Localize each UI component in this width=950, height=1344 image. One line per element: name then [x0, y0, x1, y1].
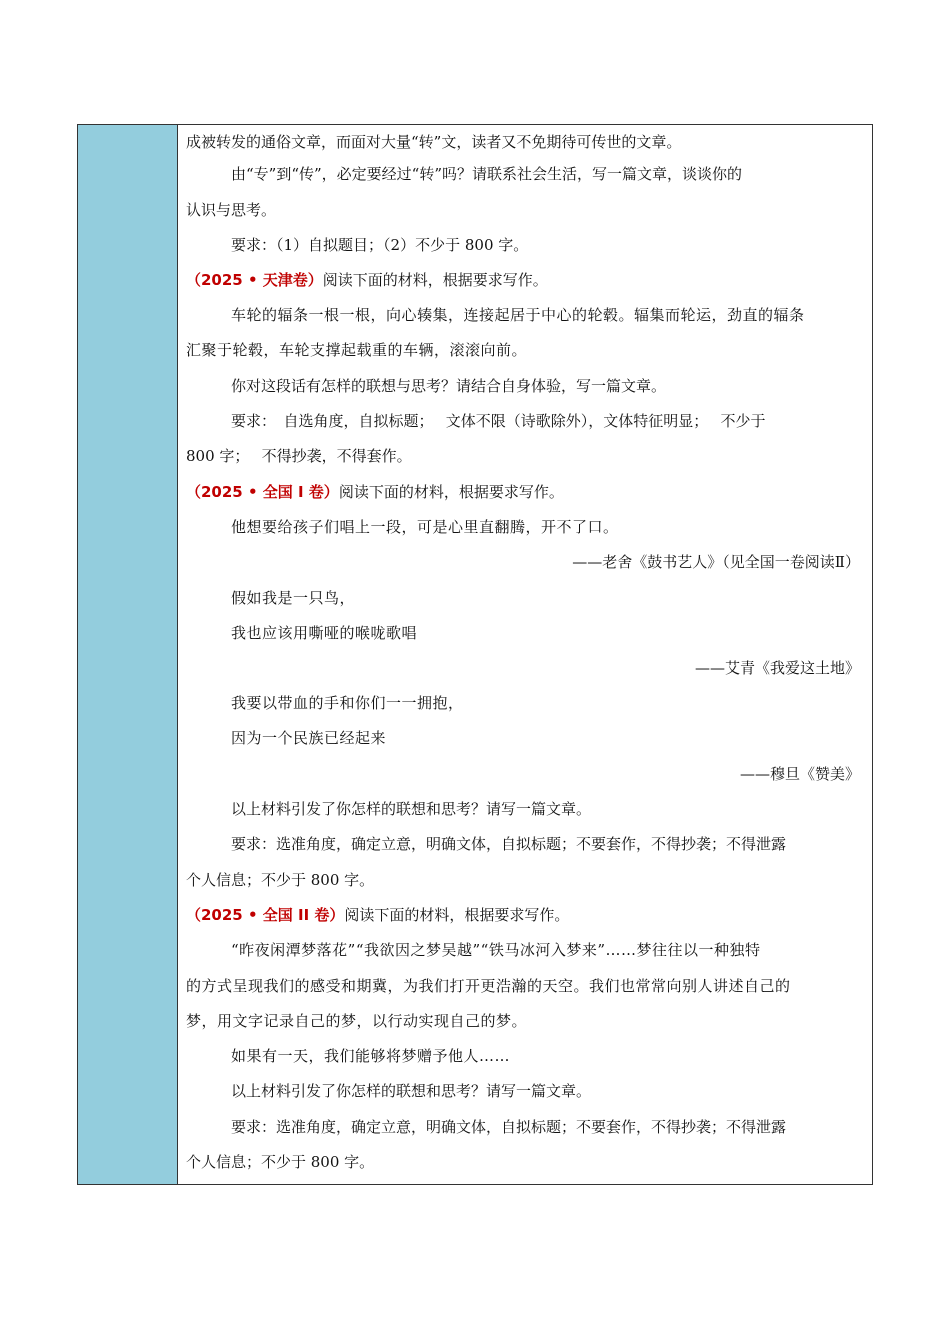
question-heading: （2025 • 全国 II 卷）阅读下面的材料，根据要求写作。: [186, 906, 570, 924]
attribution: ——老舍《鼓书艺人》（见全国一卷阅读Ⅱ）: [572, 553, 860, 571]
text-line: 要求：（1）自拟题目；（2）不少于 800 字。: [231, 236, 529, 254]
question-heading: （2025 • 全国 I 卷）阅读下面的材料，根据要求写作。: [186, 483, 564, 501]
text-line: 个人信息；不少于 800 字。: [186, 871, 375, 889]
text-line: “昨夜闲潭梦落花”“我欲因之梦吴越”“铁马冰河入梦来”……梦往往以一种独特: [231, 941, 761, 959]
table-side-column: [78, 125, 178, 1184]
question-heading: （2025 • 天津卷）阅读下面的材料，根据要求写作。: [186, 271, 548, 289]
text-line: 汇聚于轮毂，车轮支撑起载重的车辆，滚滚向前。: [186, 341, 528, 359]
text-line: 要求：选准角度，确定立意，明确文体，自拟标题；不要套作，不得抄袭；不得泄露: [231, 1118, 787, 1136]
text-line: 车轮的辐条一根一根，向心辏集，连接起居于中心的轮毂。辐集而轮运，劲直的辐条: [231, 306, 805, 324]
text-line: 你对这段话有怎样的联想与思考？请结合自身体验，写一篇文章。: [231, 377, 667, 395]
text-line: 以上材料引发了你怎样的联想和思考？请写一篇文章。: [231, 1082, 592, 1100]
attribution: ——艾青《我爱这土地》: [694, 659, 860, 677]
source-tag: （2025 • 全国 I 卷）: [186, 483, 339, 501]
poem-line: 我也应该用嘶哑的喉咙歌唱: [231, 624, 418, 642]
text-line: 800 字； 不得抄袭，不得套作。: [186, 447, 412, 465]
text-line: 个人信息；不少于 800 字。: [186, 1153, 375, 1171]
attribution: ——穆旦《赞美》: [739, 765, 860, 783]
source-tag: （2025 • 全国 II 卷）: [186, 906, 345, 924]
text-line: 的方式呈现我们的感受和期冀，为我们打开更浩瀚的天空。我们也常常向别人讲述自己的: [186, 977, 791, 995]
text-line: 以上材料引发了你怎样的联想和思考？请写一篇文章。: [231, 800, 592, 818]
text-line: 成被转发的通俗文章，而面对大量“转”文，读者又不免期待可传世的文章。: [186, 133, 682, 151]
source-tag: （2025 • 天津卷）: [186, 271, 323, 289]
text-line: 认识与思考。: [186, 201, 277, 219]
text-line: 要求： 自选角度，自拟标题； 文体不限（诗歌除外），文体特征明显； 不少于: [231, 412, 766, 430]
text-line: 要求：选准角度，确定立意，明确文体，自拟标题；不要套作，不得抄袭；不得泄露: [231, 835, 787, 853]
poem-line: 我要以带血的手和你们一一拥抱，: [231, 694, 464, 712]
poem-line: 因为一个民族已经起来: [231, 729, 387, 747]
poem-line: 假如我是一只鸟，: [231, 589, 356, 607]
table-content-cell: [178, 125, 872, 1184]
text-line: 由“专”到“传”，必定要经过“转”吗？请联系社会生活，写一篇文章，谈谈你的: [231, 165, 743, 183]
text-line: 如果有一天，我们能够将梦赠予他人……: [231, 1047, 511, 1065]
text-line: 他想要给孩子们唱上一段，可是心里直翻腾，开不了口。: [231, 518, 619, 536]
text-line: 梦，用文字记录自己的梦，以行动实现自己的梦。: [186, 1012, 528, 1030]
document-table: [77, 124, 873, 1185]
